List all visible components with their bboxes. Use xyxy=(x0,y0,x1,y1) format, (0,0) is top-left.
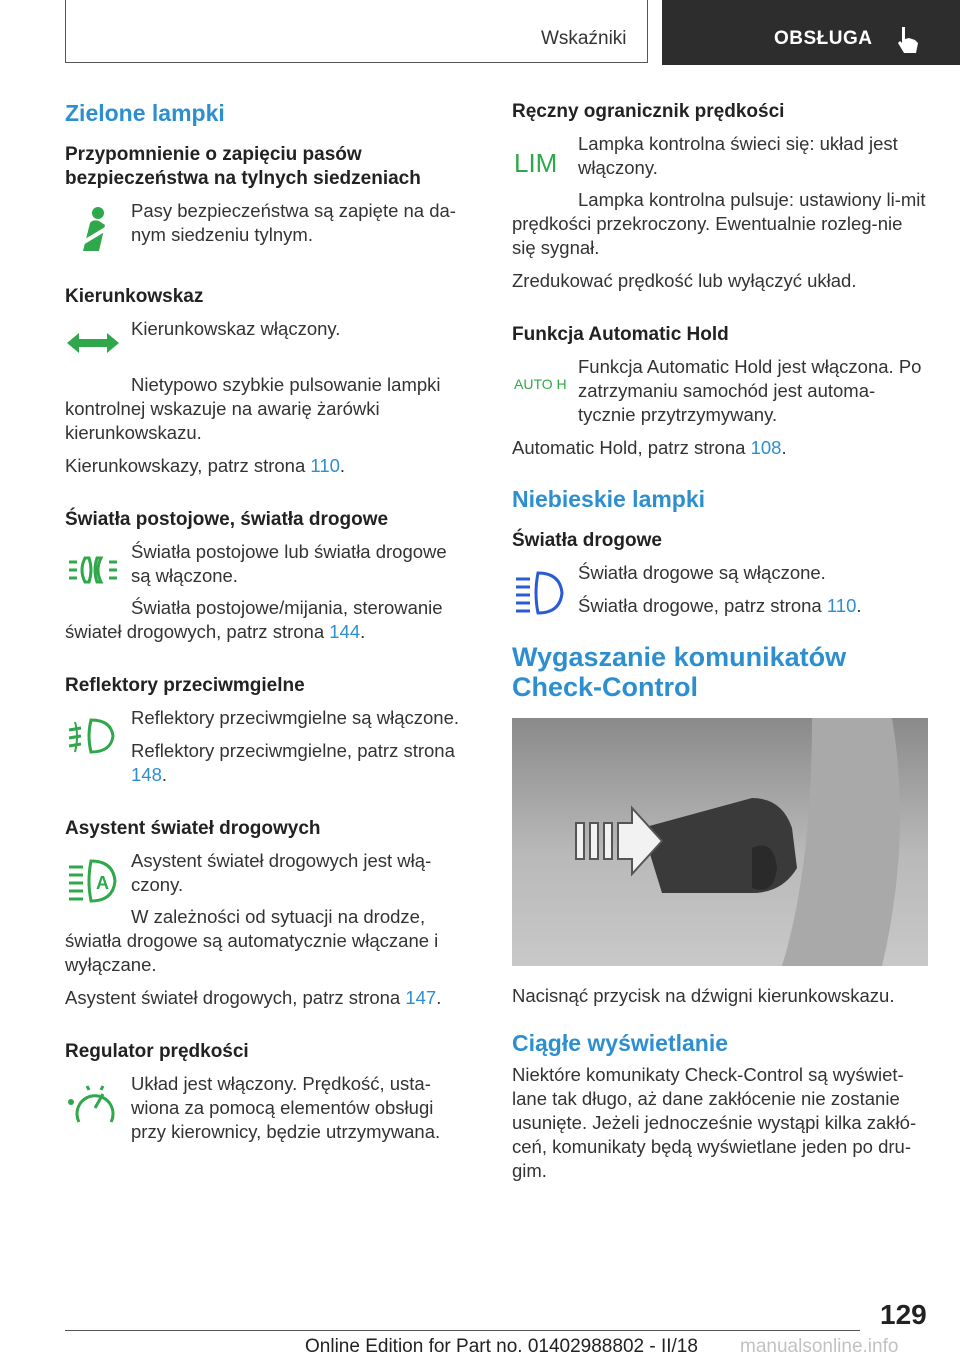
left-column xyxy=(65,100,465,1153)
right-column xyxy=(512,100,928,1192)
seatbelt-text: Pasy bezpieczeństwa są zapięte na da-nym siedzeniu tylnym. xyxy=(131,200,456,245)
high-beam-text: Światła drogowe są włączone. xyxy=(578,562,826,583)
page-link-147[interactable]: 147 xyxy=(405,987,437,1008)
svg-text:AUTO H: AUTO H xyxy=(514,376,567,392)
footer-divider xyxy=(65,1330,860,1331)
turn-signal-ref: Kierunkowskazy, patrz strona 110. xyxy=(65,455,346,476)
parking-lights-entry xyxy=(65,540,465,596)
high-beam-entry xyxy=(512,561,928,618)
continuous-display-heading: Ciągłe wyświetlanie xyxy=(512,1030,729,1056)
auto-hold-icon xyxy=(512,361,568,411)
page-link-148[interactable]: 148 xyxy=(131,764,162,785)
auto-hold-ref: Automatic Hold, patrz strona 108. xyxy=(512,437,787,458)
footer-edition: Online Edition for Part no. 01402988802 - II/18 xyxy=(305,1336,698,1357)
high-beam-assist-text-2: W zależności od sytuacji na drodze, światła drogowe są automatycznie włączane i wyłączane. xyxy=(65,906,439,975)
seatbelt-entry xyxy=(65,199,465,255)
cruise-control-icon xyxy=(65,1078,121,1128)
high-beam-assist-title: Asystent świateł drogowych xyxy=(65,818,321,839)
parking-lights-title: Światła postojowe, światła drogowe xyxy=(65,509,389,530)
header-chapter-tab xyxy=(662,0,960,65)
high-beam-icon xyxy=(512,567,568,617)
seatbelt-title: Przypomnienie o zapięciu pasów bezpieczeństwa na tylnych siedzeniach xyxy=(65,144,421,189)
speed-limiter-text-3: Zredukować prędkość lub wyłączyć układ. xyxy=(512,270,857,291)
fog-lights-title: Reflektory przeciwmgielne xyxy=(65,675,305,696)
check-control-heading: Wygaszanie komunikatów Check-Control xyxy=(512,642,847,702)
seatbelt-icon xyxy=(65,205,121,255)
svg-text:A: A xyxy=(96,873,109,893)
high-beam-ref: Światła drogowe, patrz strona 110. xyxy=(578,595,862,616)
cruise-control-text: Układ jest włączony. Prędkość, usta-wiona za pomocą elementów obsługi przy kierownicy, będzie utrzymywana. xyxy=(131,1073,441,1142)
cruise-control-entry xyxy=(65,1072,465,1144)
blue-lamps-heading: Niebieskie lampki xyxy=(512,486,706,512)
turn-signal-entry xyxy=(65,317,465,373)
turn-signal-text-1: Kierunkowskaz włączony. xyxy=(131,318,341,339)
parking-lights-icon xyxy=(65,546,121,596)
page-link-110[interactable]: 110 xyxy=(310,455,340,476)
high-beam-assist-entry xyxy=(65,849,465,905)
page-number: 129 xyxy=(880,1299,927,1330)
turn-signal-title: Kierunkowskaz xyxy=(65,286,204,307)
page-link-110[interactable]: 110 xyxy=(826,595,857,616)
turn-signal-text-2: Nietypowo szybkie pulsowanie lampki kontrolnej wskazuje na awarię żarówki kierunkowskazu. xyxy=(65,374,441,443)
speed-limiter-title: Ręczny ogranicznik prędkości xyxy=(512,101,785,122)
fog-lights-text: Reflektory przeciwmgielne są włączone. xyxy=(131,707,459,728)
pointing-hand-icon xyxy=(896,25,922,55)
auto-hold-text: Funkcja Automatic Hold jest włączona. Po zatrzymaniu samochód jest automa-tycznie przytrzymywany. xyxy=(578,356,922,425)
header-chapter-label: OBSŁUGA xyxy=(774,28,873,49)
page-link-108[interactable]: 108 xyxy=(750,437,782,458)
auto-hold-entry xyxy=(512,355,928,427)
parking-lights-ref: Światła postojowe/mijania, sterowanie świateł drogowych, patrz strona 144. xyxy=(65,597,443,642)
speed-limiter-icon xyxy=(512,138,568,188)
fog-lights-entry xyxy=(65,706,465,787)
high-beam-assist-text-1: Asystent świateł drogowych jest włą-czony. xyxy=(131,850,432,895)
continuous-display-text: Niektóre komunikaty Check-Control są wyświet-lane tak długo, aż dane zakłócenie nie zostanie usunięte. Jeżeli jednocześnie wystąpi kilka zakłó-ceń, komunikaty będą wyświetlane jeden po dru-gim. xyxy=(512,1064,917,1181)
speed-limiter-text-1: Lampka kontrolna świeci się: układ jest włączony. xyxy=(578,133,898,178)
speed-limiter-text-2: Lampka kontrolna pulsuje: ustawiony li-mit prędkości przekroczony. Ewentualnie rozleg-nie się sygnał. xyxy=(512,189,926,258)
fog-light-icon xyxy=(65,712,121,762)
high-beam-assist-ref: Asystent świateł drogowych, patrz strona 147. xyxy=(65,987,442,1008)
turn-signal-icon xyxy=(65,323,121,373)
high-beam-assist-icon xyxy=(65,855,121,905)
auto-hold-title: Funkcja Automatic Hold xyxy=(512,324,729,345)
svg-text:LIM: LIM xyxy=(514,148,558,178)
speed-limiter-entry xyxy=(512,132,928,188)
header-section-title: Wskaźniki xyxy=(541,28,627,49)
stalk-illustration xyxy=(512,718,928,966)
fog-lights-ref: Reflektory przeciwmgielne, patrz strona 148. xyxy=(131,740,455,785)
page-link-144[interactable]: 144 xyxy=(329,621,361,642)
green-lamps-heading: Zielone lampki xyxy=(65,100,225,126)
photo-caption: Nacisnąć przycisk na dźwigni kierunkowskazu. xyxy=(512,985,895,1006)
turn-signal-stalk-photo xyxy=(512,718,928,966)
parking-lights-text: Światła postojowe lub światła drogowe są włączone. xyxy=(131,541,447,586)
high-beam-title: Światła drogowe xyxy=(512,530,662,551)
footer-watermark: manualsonline.info xyxy=(740,1336,899,1357)
cruise-control-title: Regulator prędkości xyxy=(65,1041,249,1062)
